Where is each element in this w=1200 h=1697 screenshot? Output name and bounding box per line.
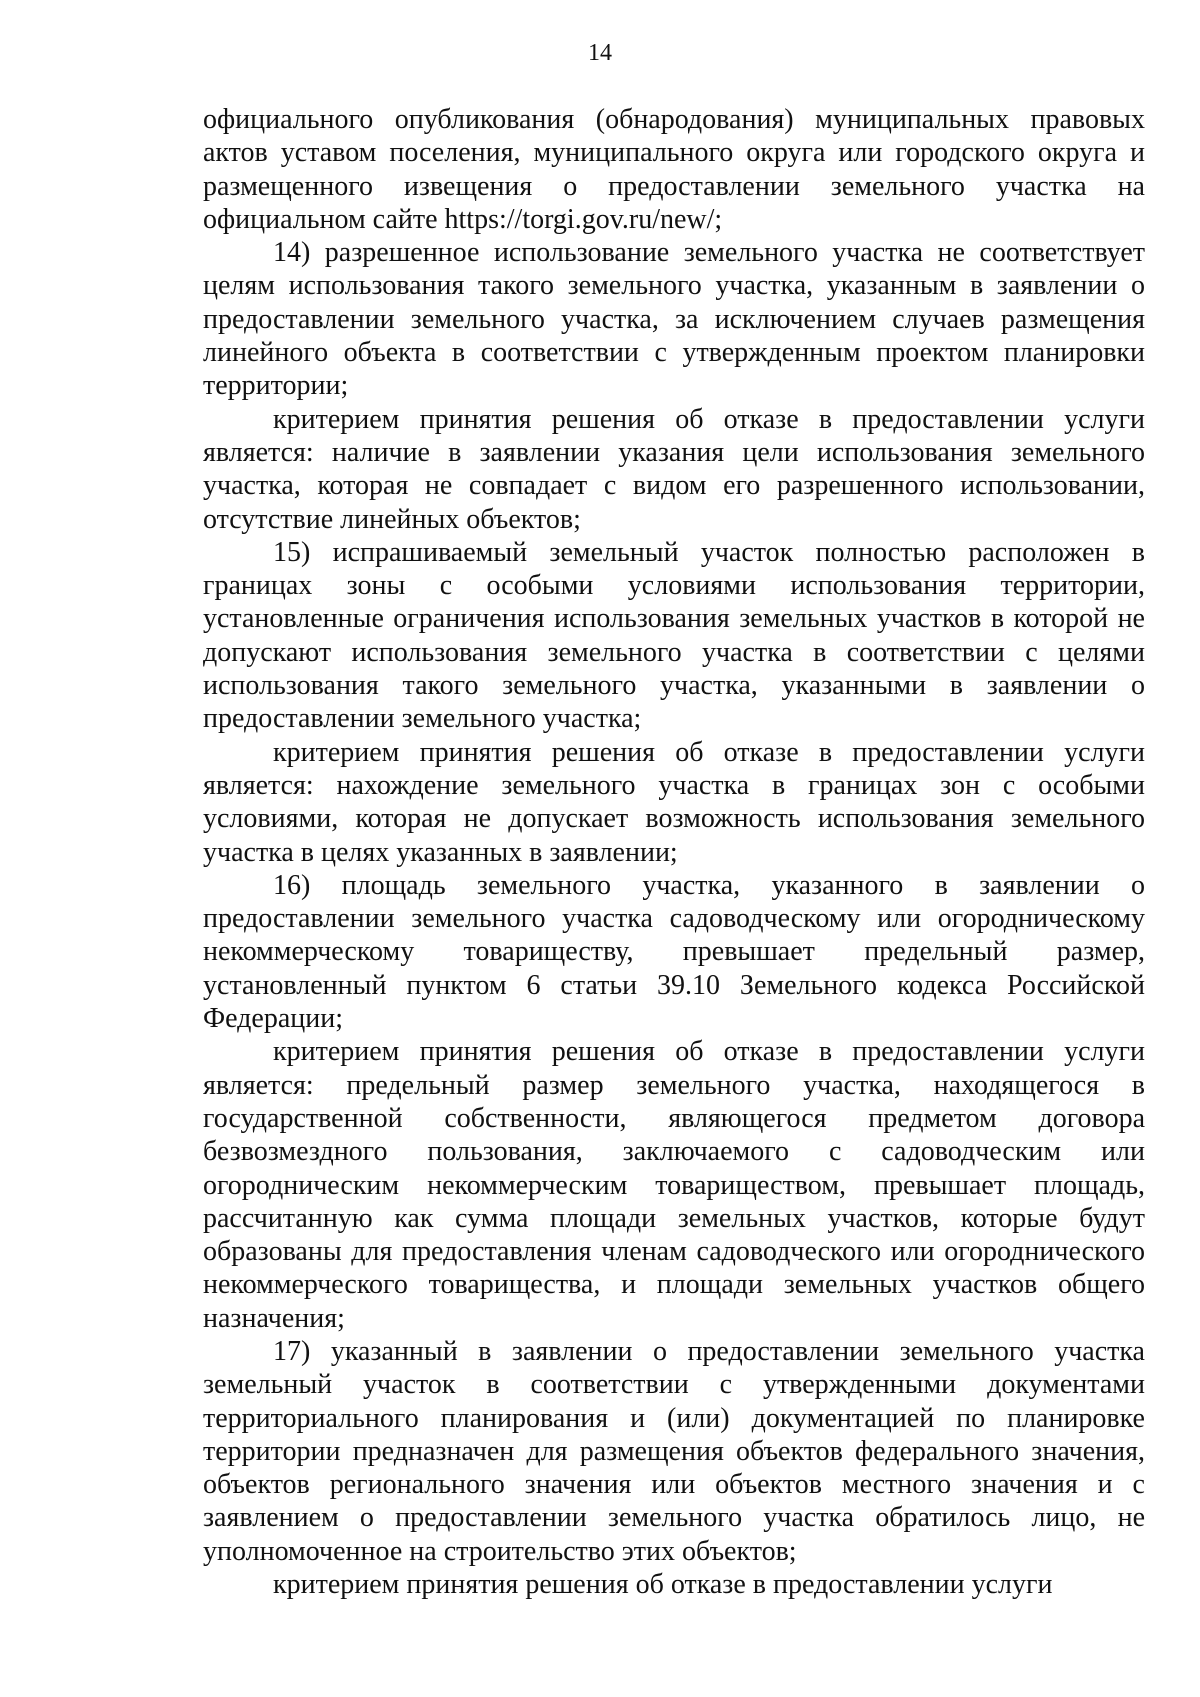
document-body xyxy=(203,103,1145,1601)
page-number: 14 xyxy=(588,40,612,66)
paragraph-criterion-17: критерием принятия решения об отказе в предоставлении услуги xyxy=(273,1569,1053,1601)
paragraph-criterion-16: критерием принятия решения об отказе в предоставлении услуги является: предельный размер земельного участка, находящегося в государственной собственности, являющегося предметом договора безвозмездного пользования, заключаемого с садоводческим или огородническим некоммерческим товариществом, превышает площадь, рассчитанную как сумма площади земельных участков, которые будут образованы для предоставления членам садоводческого или огороднического некоммерческого товарищества, и площади земельных участков общего назначения; xyxy=(203,1036,1145,1334)
paragraph-continuation: официального опубликования (обнародования) муниципальных правовых актов уставом поселения, муниципального округа или городского округа и размещенного извещения о предоставлении земельного участка на официальном сайте https://torgi.gov.ru/new/; xyxy=(203,104,1145,235)
paragraph-criterion-14: критерием принятия решения об отказе в предоставлении услуги является: наличие в заявлении указания цели использования земельного участка, которая не совпадает с видом его разрешенного использовании, отсутствие линейных объектов; xyxy=(203,403,1145,535)
paragraph-criterion-15: критерием принятия решения об отказе в предоставлении услуги является: нахождение земельного участка в границах зон с особыми условиями, которая не допускает возможность использования земельного участка в целях указанных в заявлении; xyxy=(203,736,1145,868)
paragraph-item-15: 15) испрашиваемый земельный участок полностью расположен в границах зоны с особыми условиями использования территории, установленные ограничения использования земельных участков в которой не допускают использования земельного участка в соответствии с целями использования такого земельного участка, указанными в заявлении о предоставлении земельного участка; xyxy=(203,536,1145,735)
paragraph-item-14: 14) разрешенное использование земельного участка не соответствует целям использования такого земельного участка, указанным в заявлении о предоставлении земельного участка, за исключением случаев размещения линейного объекта в соответствии с утвержденным проектом планировки территории; xyxy=(203,237,1145,402)
paragraph-item-16: 16) площадь земельного участка, указанного в заявлении о предоставлении земельного участка садоводческому или огородническому некоммерческому товариществу, превышает предельный размер, установленный пунктом 6 статьи 39.10 Земельного кодекса Российской Федерации; xyxy=(203,869,1145,1035)
paragraph-item-17: 17) указанный в заявлении о предоставлении земельного участка земельный участок в соответствии с утвержденными документами территориального планирования и (или) документацией по планировке территории предназначен для размещения объектов федерального значения, объектов регионального значения или объектов местного значения и с заявлением о предоставлении земельного участка обратилось лицо, не уполномоченное на строительство этих объектов; xyxy=(203,1335,1145,1567)
